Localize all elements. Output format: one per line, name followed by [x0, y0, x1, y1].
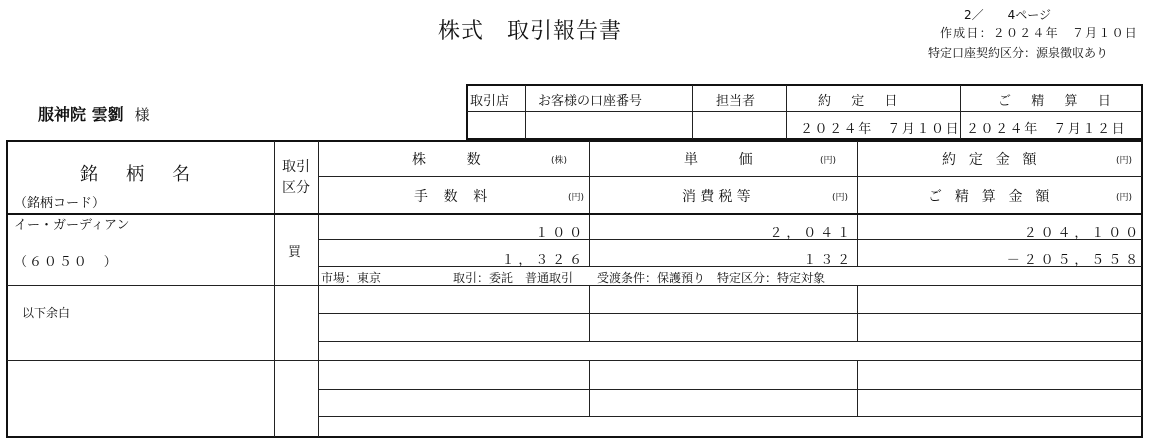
security-name: イー・ガーディアン [14, 218, 130, 233]
settlement-date-label: ご 精 算 日 [998, 94, 1115, 109]
trade-type-header-2: 区分 [282, 180, 310, 196]
shares-unit: (株) [551, 156, 568, 166]
shares-header: 株 数 [412, 152, 485, 168]
created-date: 作成日：２０２４年 ７月１０日 [939, 26, 1138, 40]
page-indicator: 2／ 4ページ [964, 8, 1052, 22]
customer-name-text: 服神院 雲劉 [38, 105, 124, 124]
fee-value: １，３２６ [501, 253, 586, 268]
fee-unit: (円) [568, 193, 585, 203]
settlement-amount-unit: (円) [1116, 193, 1133, 203]
unit-price-unit: (円) [820, 156, 837, 166]
trade-type-header-1: 取引 [282, 159, 310, 175]
account-number-label: お客様の口座番号 [538, 94, 643, 109]
trade-notes: 市場：東京 取引：委託 普通取引 受渡条件：保護預り 特定区分：特定対象 [321, 271, 826, 285]
staff-label: 担当者 [716, 94, 756, 109]
settlement-amount-header: ご 精 算 金 額 [928, 189, 1054, 205]
unit-price-value: ２，０４１ [769, 226, 854, 241]
security-name-header: 銘 柄 名 [80, 164, 196, 185]
tax-value: １３２ [803, 253, 854, 268]
account-type: 特定口座契約区分：源泉徴収あり [927, 46, 1108, 60]
remaining-blank-label: 以下余白 [22, 306, 71, 320]
trade-type: 買 [288, 245, 302, 260]
contract-date-value: ２０２４年 ７月１０日 [800, 122, 961, 137]
fee-header: 手 数 料 [414, 189, 493, 205]
security-code-header: （銘柄コード） [14, 196, 106, 211]
contract-amount-value: ２０４，１００ [1023, 226, 1142, 241]
branch-label: 取引店 [470, 94, 510, 109]
customer-honorific: 様 [134, 106, 150, 124]
contract-amount-unit: (円) [1116, 156, 1133, 166]
unit-price-header: 単 価 [684, 152, 757, 168]
contract-amount-header: 約 定 金 額 [942, 152, 1041, 168]
tax-unit: (円) [832, 193, 849, 203]
contract-date-label: 約 定 日 [818, 94, 902, 109]
customer-name [38, 102, 150, 125]
settlement-date-value: ２０２４年 ７月１２日 [966, 122, 1127, 137]
tax-header: 消費税等 [682, 189, 755, 205]
shares-value: １００ [535, 226, 586, 241]
settlement-amount-value: －２０５，５５８ [1006, 253, 1142, 268]
security-code: （６０５０ ） [14, 255, 119, 270]
page-title: 株式 取引報告書 [438, 19, 623, 44]
